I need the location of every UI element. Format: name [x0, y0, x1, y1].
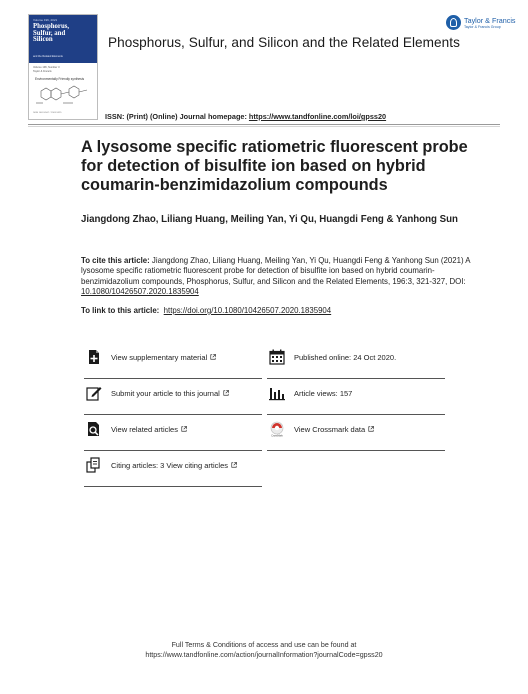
cover-journal-subtitle: and the Related Elements — [33, 55, 63, 58]
article-link-label: To link to this article: — [81, 306, 160, 315]
crossmark-item[interactable] — [267, 417, 445, 451]
published-online-item — [267, 345, 445, 379]
article-doi-url[interactable]: https://doi.org/10.1080/10426507.2020.1835904 — [163, 306, 332, 315]
cover-publisher-line: Taylor & Francis — [33, 70, 52, 73]
publisher-name: Taylor & Francis — [464, 16, 516, 25]
crossmark-label: View Crossmark data — [294, 425, 374, 434]
related-articles-item[interactable] — [84, 417, 262, 451]
calendar-icon — [269, 349, 285, 365]
article-views-item — [267, 381, 445, 415]
published-online-label: Published online: 24 Oct 2020. — [294, 353, 397, 362]
journal-title[interactable]: Phosphorus, Sulfur, and Silicon and the Related Elements — [108, 35, 460, 50]
citing-articles-item[interactable] — [84, 453, 262, 487]
submit-article-label: Submit your article to this journal — [111, 389, 229, 398]
related-articles-search-icon — [86, 421, 102, 437]
external-link-icon — [231, 462, 237, 468]
bar-chart-icon — [269, 385, 285, 401]
citing-articles-label: Citing articles: 3 View citing articles — [111, 461, 237, 470]
crossmark-logo-text: CrossMark — [271, 434, 283, 437]
article-title: A lysosome specific ratiometric fluorescent probe for detection of bisulfite ion based on hybrid coumarin-benzimidazolium compounds — [81, 138, 468, 194]
supplementary-material-label: View supplementary material — [111, 353, 216, 362]
related-articles-label: View related articles — [111, 425, 187, 434]
issn-homepage-line — [105, 112, 386, 121]
cover-title-band — [29, 15, 97, 63]
taylor-francis-logo-icon — [446, 15, 461, 30]
article-views-label: Article views: 157 — [294, 389, 353, 398]
crossmark-icon — [269, 421, 285, 437]
header-divider-light — [28, 126, 500, 127]
header-divider — [28, 124, 500, 125]
article-authors: Jiangdong Zhao, Liliang Huang, Meiling Yan, Yi Qu, Huangdi Feng & Yanhong Sun — [81, 214, 458, 225]
cover-footer-issn: ISSN 1042-6507 / 1563-5325 — [33, 112, 62, 114]
citation-doi-link[interactable]: 10.1080/10426507.2020.1835904 — [81, 287, 199, 297]
submit-article-item[interactable] — [84, 381, 262, 415]
journal-homepage-link[interactable]: https://www.tandfonline.com/loi/gpss20 — [248, 112, 387, 121]
edit-pencil-icon — [86, 385, 102, 401]
terms-footer-url[interactable]: https://www.tandfonline.com/action/journalInformation?journalCode=gpss20 — [145, 651, 383, 659]
terms-footer — [0, 640, 528, 660]
cover-volume-line: Volume 196, 2021 — [33, 18, 58, 22]
journal-cover-thumbnail — [28, 14, 98, 120]
citing-articles-icon — [86, 457, 102, 473]
article-link-line — [81, 306, 331, 315]
supplementary-material-item[interactable] — [84, 345, 262, 379]
citation-label: To cite this article: — [81, 256, 150, 265]
terms-footer-text: Full Terms & Conditions of access and use can be found at — [171, 641, 357, 649]
cover-chemical-structure-graphic — [33, 81, 93, 109]
cover-journal-title: Phosphorus, Sulfur, and Silicon — [33, 23, 70, 44]
add-document-icon — [86, 349, 102, 365]
cover-content-title: Environmentally Friendly synthesis — [35, 77, 85, 81]
citation-text: Jiangdong Zhao, Liliang Huang, Meiling Yan, Yi Qu, Huangdi Feng & Yanhong Sun (2021) A lysosome specific ratiometric fluorescent probe for detection of bisulfite ion based on hybrid coumarin-benzimidazolium compounds, Phosphorus, Sulfur, and Silicon and the Related Elements, 196:3, 321-327, DOI: — [81, 256, 471, 286]
taylor-francis-logo[interactable] — [446, 15, 522, 35]
cover-issue-line: Volume 196, Number 3 — [33, 66, 60, 69]
publisher-tagline: Taylor & Francis Group — [464, 25, 501, 29]
external-link-icon — [223, 390, 229, 396]
citation-block — [81, 256, 476, 298]
external-link-icon — [368, 426, 374, 432]
issn-label: ISSN: (Print) (Online) Journal homepage: — [105, 112, 249, 121]
external-link-icon — [210, 354, 216, 360]
external-link-icon — [181, 426, 187, 432]
